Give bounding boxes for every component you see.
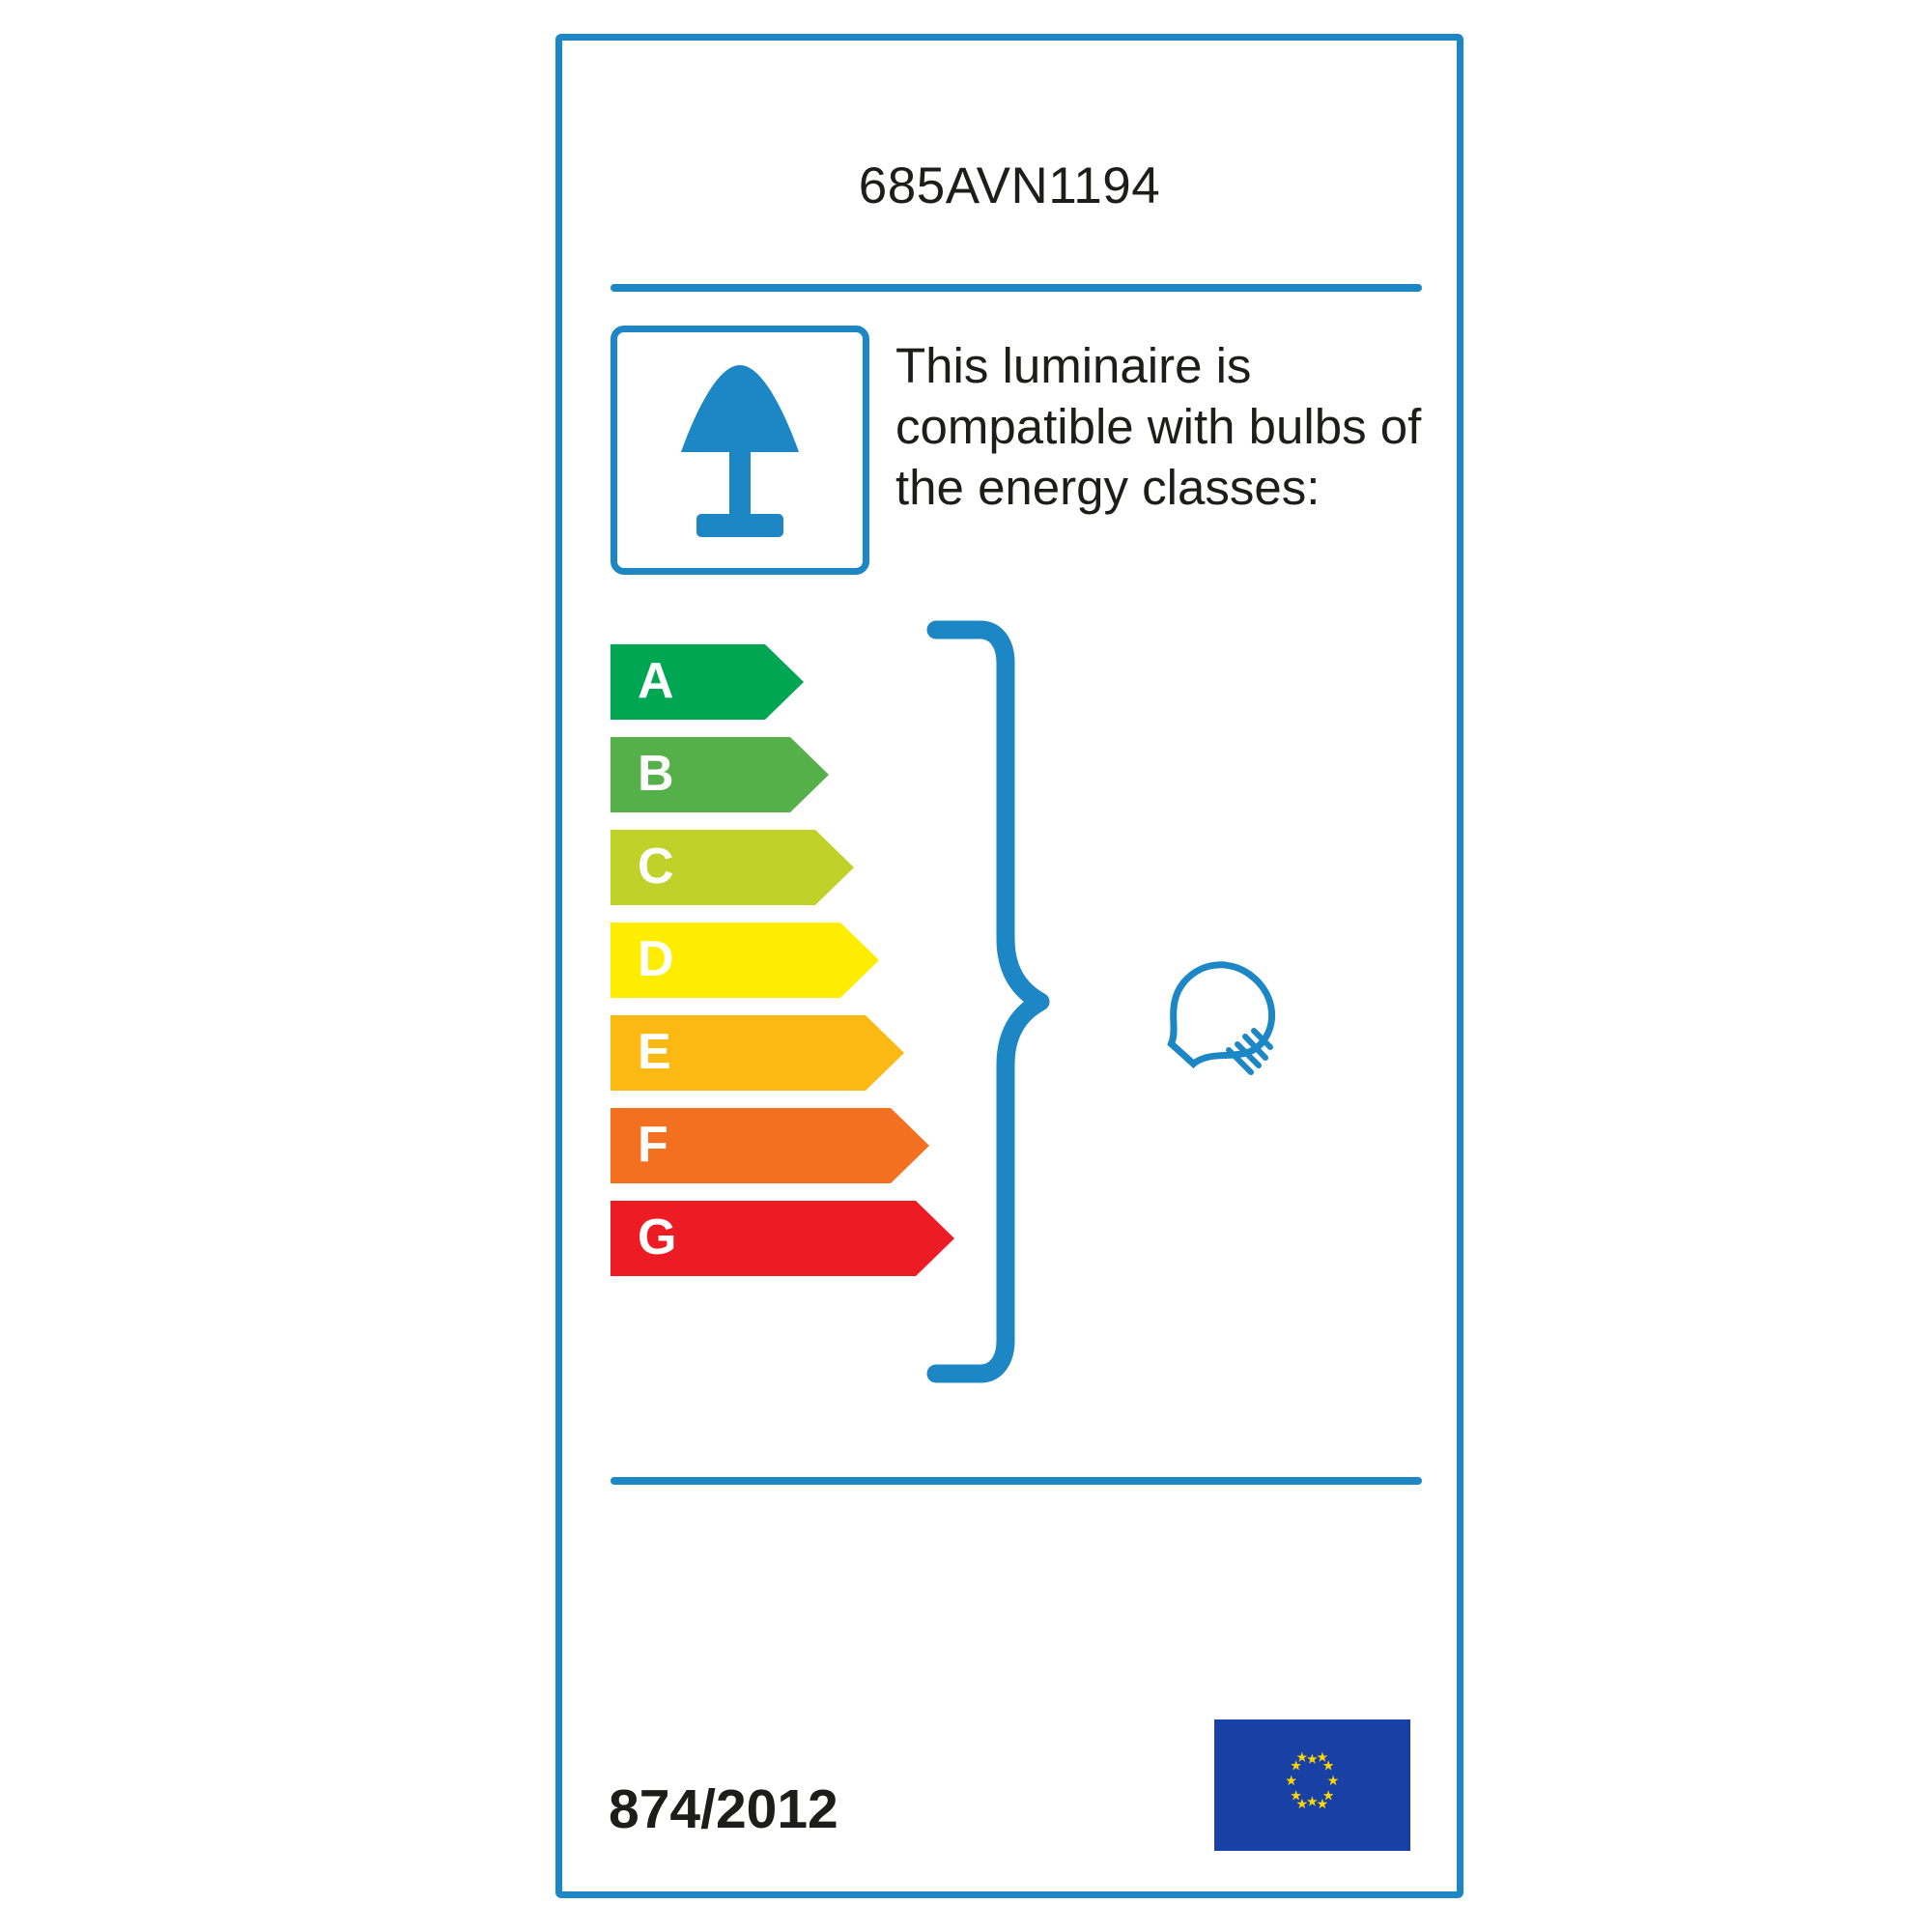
energy-class-row [611,1108,958,1183]
energy-class-row [611,644,958,720]
table-lamp-icon [617,332,863,568]
eu-flag-icon [1214,1719,1410,1851]
divider-bottom [611,1477,1422,1485]
class-letter: D [638,930,674,987]
class-letter: C [638,838,674,895]
light-bulb-icon [1122,944,1296,1098]
headline-text: This luminaire is compatible with bulbs of the energy classes: [895,338,1422,516]
divider-top [611,284,1422,292]
class-letter: E [638,1023,671,1080]
class-letter: G [638,1208,677,1265]
lamp-icon-box [611,326,869,575]
curly-brace-icon [924,620,1118,1383]
class-letter: A [638,652,674,709]
energy-label-card [555,34,1463,1898]
energy-class-row [611,1201,958,1276]
energy-class-row [611,737,958,812]
class-letter: B [638,745,674,802]
energy-class-row [611,923,958,998]
class-letter: F [638,1116,668,1173]
energy-class-row [611,830,958,905]
model-code: 685AVN1194 [858,157,1161,214]
regulation-number: 874/2012 [609,1778,838,1840]
energy-class-row [611,1015,958,1091]
energy-class-list [611,644,958,1293]
